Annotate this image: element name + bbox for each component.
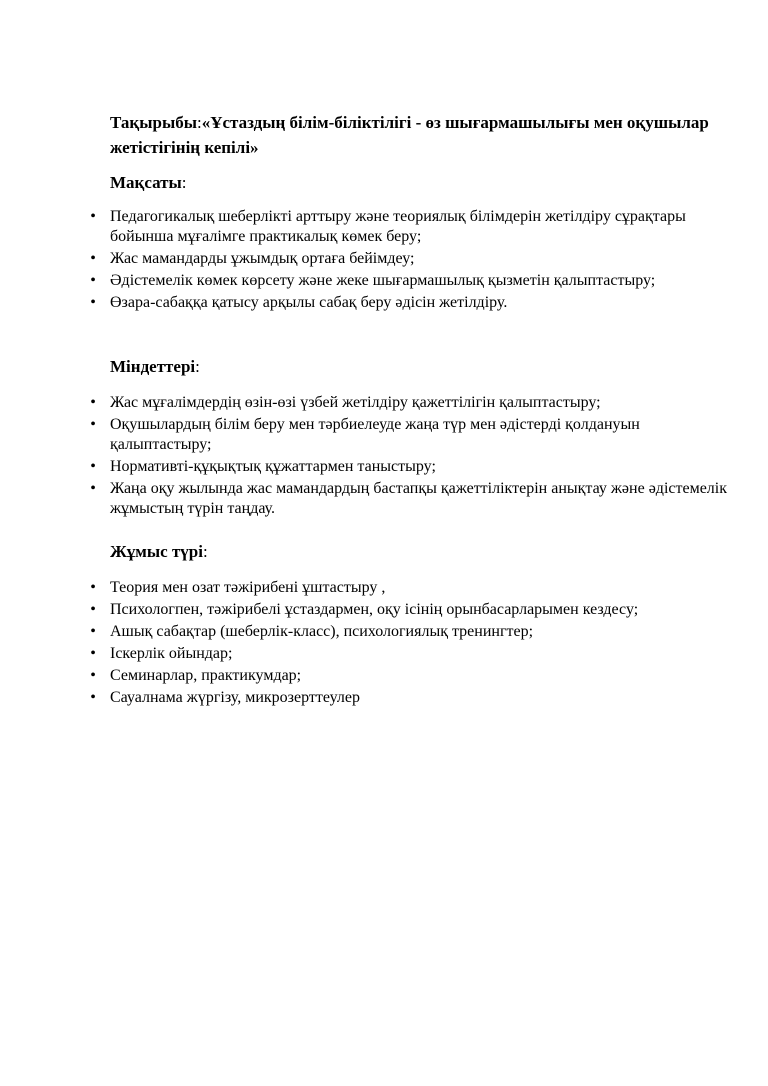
heading-colon: :	[203, 542, 208, 561]
list-item	[88, 415, 728, 455]
heading-colon: :	[181, 173, 187, 192]
bullet-icon: •	[90, 579, 96, 596]
heading-text: Міндеттері	[110, 357, 196, 376]
list-item-text: Өзара-сабаққа қатысу арқылы сабақ беру әдісін жетілдіру.	[110, 294, 508, 311]
bullet-icon: •	[90, 689, 96, 706]
list-item	[88, 249, 728, 269]
list-item	[88, 207, 728, 247]
bullet-icon: •	[90, 272, 96, 289]
list-item	[88, 293, 728, 313]
bullet-icon: •	[90, 208, 96, 225]
list-item-text: Жаңа оқу жылында жас мамандардың бастапқы қажеттіліктерін анықтау және әдістемелік жұмыстың түрін таңдау.	[110, 480, 728, 517]
heading-text: Мақсаты	[110, 173, 182, 192]
list-item	[88, 644, 728, 664]
heading-colon: :	[195, 357, 200, 376]
bullet-icon: •	[90, 480, 96, 497]
goals-list	[88, 207, 728, 315]
bullet-icon: •	[90, 458, 96, 475]
tasks-list	[88, 393, 728, 521]
bullet-icon: •	[90, 645, 96, 662]
list-item	[88, 578, 728, 598]
bullet-icon: •	[90, 623, 96, 640]
list-item-text: Сауалнама жүргізу, микрозерттеулер	[110, 689, 360, 706]
bullet-icon: •	[90, 416, 96, 433]
list-item	[88, 600, 728, 620]
bullet-icon: •	[90, 601, 96, 618]
list-item	[88, 457, 728, 477]
title-colon: :	[196, 113, 202, 132]
list-item-text: Ашық сабақтар (шеберлік-класс), психологиялық тренингтер;	[110, 623, 534, 640]
list-item	[88, 666, 728, 686]
title-label: Тақырыбы	[110, 113, 197, 132]
list-item-text: Әдістемелік көмек көрсету және жеке шығармашылық қызметін қалыптастыру;	[110, 272, 656, 289]
list-item-text: Теория мен озат тәжірибені ұштастыру ,	[110, 579, 386, 596]
list-item-text: Оқушылардың білім беру мен тәрбиелеуде жаңа түр мен әдістерді қолдануын қалыптастыру;	[110, 416, 640, 453]
section-heading-work-forms	[110, 541, 208, 563]
list-item	[88, 479, 728, 519]
list-item	[88, 271, 728, 291]
list-item	[88, 393, 728, 413]
list-item	[88, 688, 728, 708]
list-item-text: Педагогикалық шеберлікті арттыру және теориялық білімдерін жетілдіру сұрақтары бойынша мұғалімге практикалық көмек беру;	[110, 208, 686, 245]
list-item-text: Жас мұғалімдердің өзін-өзі үзбей жетілдіру қажеттілігін қалыптастыру;	[110, 394, 601, 411]
bullet-icon: •	[90, 394, 96, 411]
title-topic: «Ұстаздың білім-біліктілігі - өз шығармашылығы мен оқушылар жетістігінің кепілі»	[110, 113, 709, 157]
bullet-icon: •	[90, 250, 96, 267]
list-item-text: Жас мамандарды ұжымдық ортаға бейімдеу;	[110, 250, 415, 267]
list-item	[88, 622, 728, 642]
heading-text: Жұмыс түрі	[110, 542, 203, 561]
bullet-icon: •	[90, 667, 96, 684]
work-forms-list	[88, 578, 728, 710]
bullet-icon: •	[90, 294, 96, 311]
list-item-text: Психологпен, тәжірибелі ұстаздармен, оқу ісінің орынбасарларымен кездесу;	[110, 601, 639, 618]
list-item-text: Семинарлар, практикумдар;	[110, 667, 302, 684]
list-item-text: Іскерлік ойындар;	[110, 645, 233, 662]
list-item-text: Нормативті-құқықтық құжаттармен таныстыру;	[110, 458, 436, 475]
section-heading-goals	[110, 172, 187, 194]
section-heading-tasks	[110, 356, 200, 378]
document-title	[110, 110, 710, 160]
